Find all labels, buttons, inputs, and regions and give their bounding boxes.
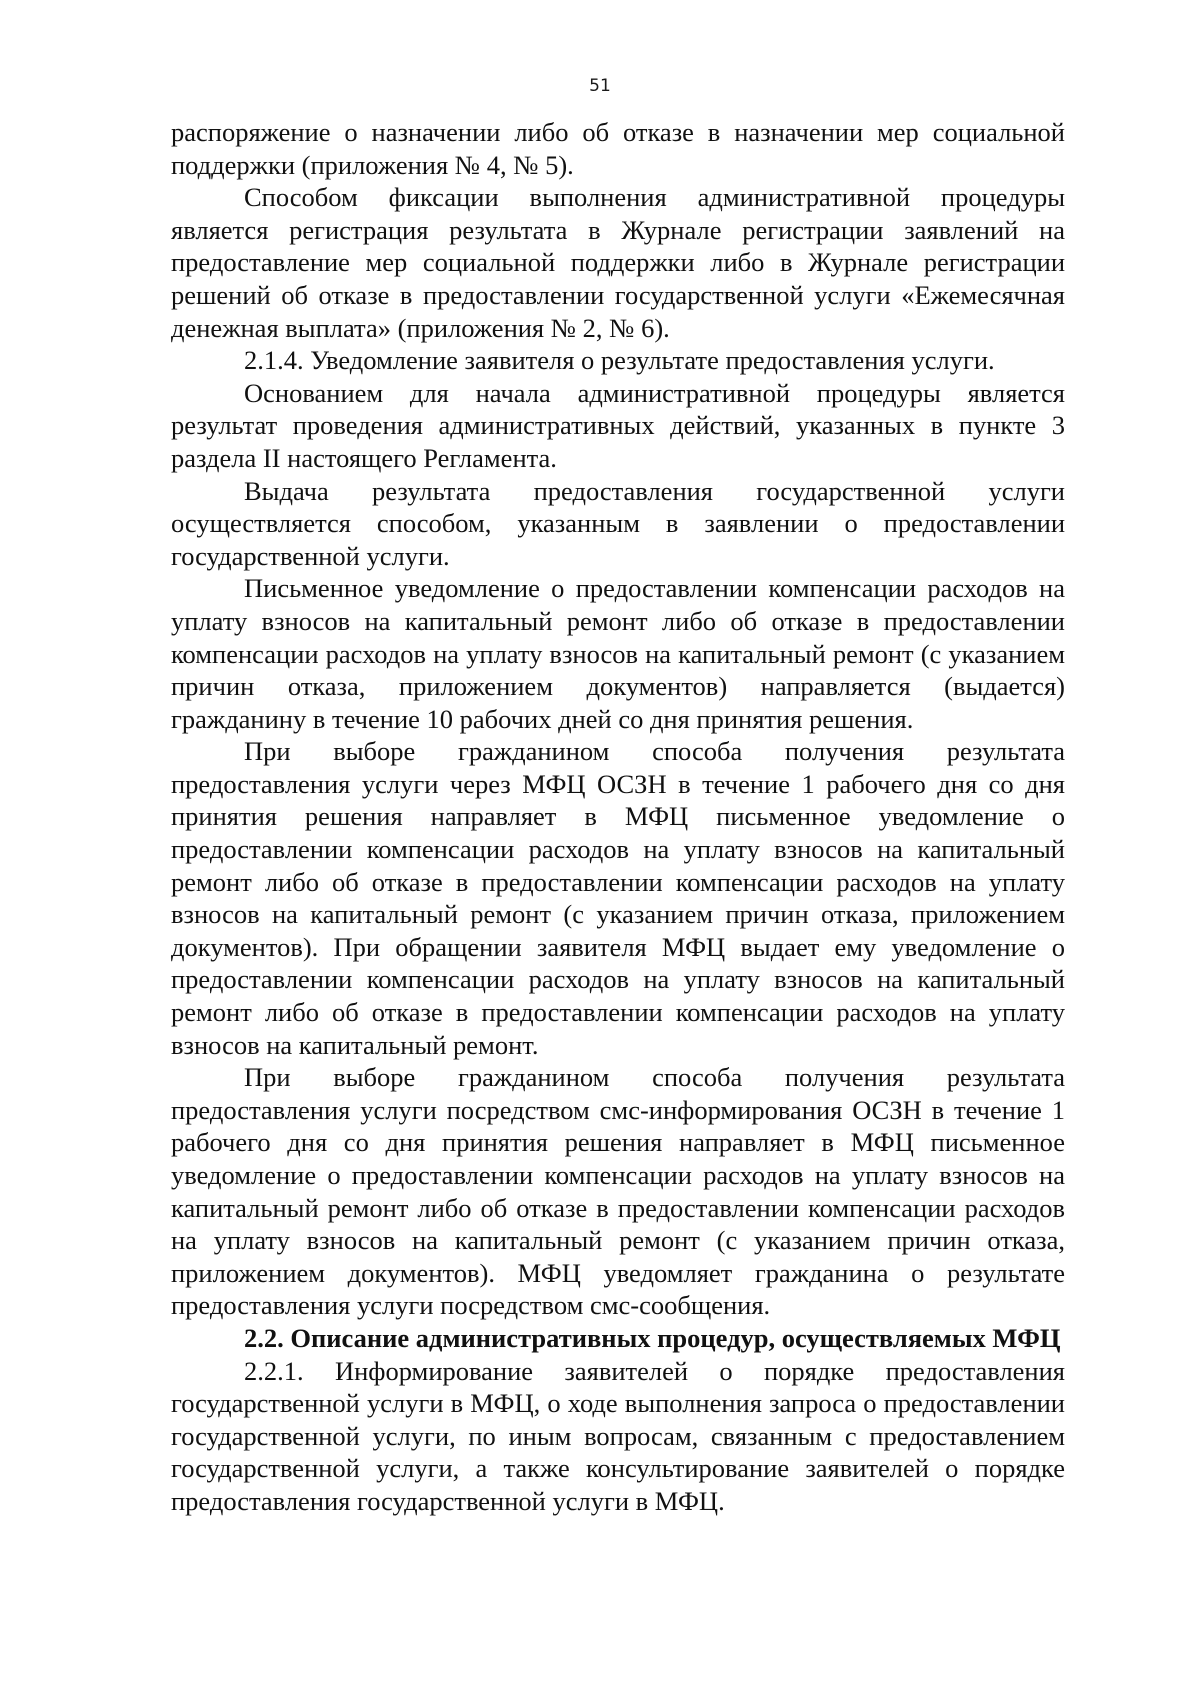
paragraph-section-2-1-4: 2.1.4. Уведомление заявителя о результате предоставления услуги. (244, 345, 995, 376)
paragraph-issuance: Выдача результата предоставления государственной услуги осуществляется способом, указанным в заявлении о предоставлении государственной услуги. (171, 475, 1065, 571)
document-body (171, 116, 1065, 1518)
paragraph-written-notice: Письменное уведомление о предоставлении компенсации расходов на уплату взносов на капитальный ремонт либо об отказе в предоставлении компенсации расходов на уплату взносов на капитальный ремонт (с указанием причин отказа, приложением документов) направляется (выдается) гражданину в течение 10 рабочих дней со дня принятия решения. (171, 573, 1065, 734)
paragraph-mfc-delivery: При выборе гражданином способа получения результата предоставления услуги через МФЦ ОСЗН в течение 1 рабочего дня со дня принятия решения направляет в МФЦ письменное уведомление о предоставлении компенсации расходов на уплату взносов на капитальный ремонт либо об отказе в предоставлении компенсации расходов на уплату взносов на капитальный ремонт (с указанием причин отказа, приложением документов). При обращении заявителя МФЦ выдает ему уведомление о предоставлении компенсации расходов на уплату взносов на капитальный ремонт либо об отказе в предоставлении компенсации расходов на уплату взносов на капитальный ремонт. (171, 736, 1065, 1060)
paragraph-fixation-method: Способом фиксации выполнения административной процедуры является регистрация результата в Журнале регистрации заявлений на предоставление мер социальной поддержки либо в Журнале регистрации решений об отказе в предоставлении государственной услуги «Ежемесячная денежная выплата» (приложения № 2, № 6). (171, 182, 1065, 343)
paragraph-section-2-2-1: 2.2.1. Информирование заявителей о порядке предоставления государственной услуги в МФЦ, о ходе выполнения запроса о предоставлении государственной услуги, по иным вопросам, связанным с предоставлением государственной услуги, а также консультирование заявителей о порядке предоставления государственной услуги в МФЦ. (171, 1355, 1065, 1516)
page-number: 51 (589, 76, 611, 96)
paragraph-basis: Основанием для начала административной процедуры является результат проведения административных действий, указанных в пункте 3 раздела II настоящего Регламента. (171, 377, 1065, 473)
section-heading-2-2: 2.2. Описание административных процедур, осуществляемых МФЦ (244, 1322, 1061, 1353)
paragraph-continuation: распоряжение о назначении либо об отказе в назначении мер социальной поддержки (приложения № 4, № 5). (171, 117, 1065, 180)
paragraph-sms-delivery: При выборе гражданином способа получения результата предоставления услуги посредством смс-информирования ОСЗН в течение 1 рабочего дня со дня принятия решения направляет в МФЦ письменное уведомление о предоставлении компенсации расходов на уплату взносов на капитальный ремонт либо об отказе в предоставлении компенсации расходов на уплату взносов на капитальный ремонт (с указанием причин отказа, приложением документов). МФЦ уведомляет гражданина о результате предоставления услуги посредством смс-сообщения. (171, 1062, 1065, 1321)
